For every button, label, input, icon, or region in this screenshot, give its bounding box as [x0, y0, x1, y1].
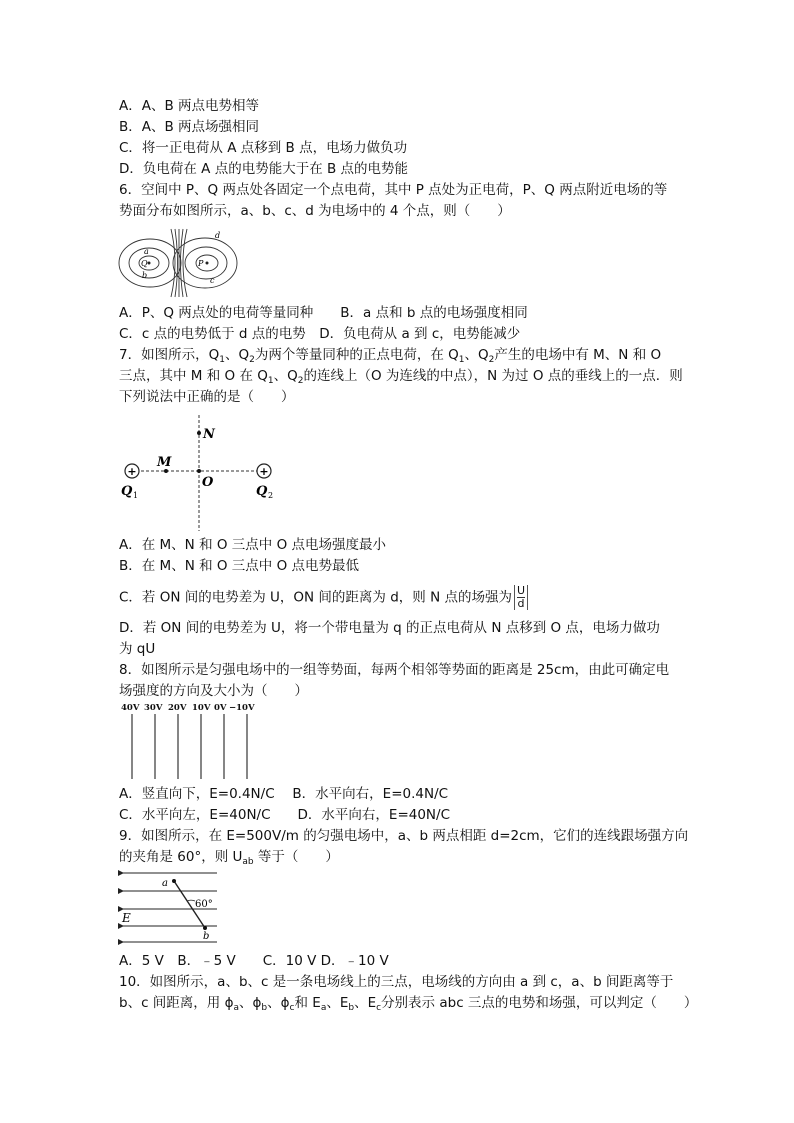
- q6-stem-line1: 6．空间中 P、Q 两点处各固定一个点电荷，其中 P 点处为正电荷，P、Q 两点附近电场的等: [119, 182, 668, 198]
- q7-stem-line1: 7．如图所示，$Q_1$、$Q_2$为两个等量同种的正点电荷，在 $Q_1$、$Q_2$产生的电场中有 M、N 和 O: [119, 347, 662, 365]
- q6-options-line2: C．c 点的电势低于 d 点的电势 D．负电荷从 a 到 c，电势能减少: [119, 326, 521, 342]
- q8-stem-line1: 8．如图所示是匀强电场中的一组等势面，每两个相邻等势面的距离是 25cm，由此可确定电: [119, 662, 670, 678]
- svg-text:+: +: [259, 465, 269, 478]
- q9-label-e: E: [122, 911, 131, 925]
- q7-stem-line3: 下列说法中正确的是（ ）: [119, 389, 295, 405]
- q10-stem-line1: 10．如图所示，a、b、c 是一条电场线上的三点，电场线的方向由 a 到 c，a、b 间距离等于: [119, 974, 674, 990]
- q8-stem-line2: 场强度的方向及大小为（ ）: [119, 683, 308, 699]
- q7-label-o: O: [202, 475, 214, 490]
- q7-label-q2: Q: [256, 484, 268, 499]
- q7-stem-line2: 三点，其中 M 和 O 在 $Q_1$、$Q_2$的连线上（O 为连线的中点），N 为过 O 点的垂线上的一点．则: [119, 368, 683, 386]
- q9-label-angle: 60°: [195, 899, 213, 910]
- q7-option-c: C．若 ON 间的电势差为 U，ON 间的距离为 d，则 N 点的场强为 $\frac{U}{d}$: [119, 585, 528, 610]
- q6-label-a: a: [144, 247, 149, 256]
- svg-text:0V: 0V: [214, 703, 227, 713]
- q7-option-d-line2: 为 qU: [119, 641, 156, 657]
- q9-label-b: b: [203, 931, 210, 942]
- svg-text:−10V: −10V: [229, 703, 255, 713]
- svg-text:40V: 40V: [121, 703, 140, 713]
- svg-text:+: +: [127, 465, 137, 478]
- svg-text:30V: 30V: [144, 703, 163, 713]
- q7-label-n: N: [203, 427, 215, 442]
- q8-options-line2: C．水平向左，E=40N/C D．水平向右，E=40N/C: [119, 807, 451, 823]
- q6-options-line1: A．P、Q 两点处的电荷等量同种 B．a 点和 b 点的电场强度相同: [119, 305, 528, 321]
- q9-stem-line1: 9．如图所示，在 E=500V/m 的匀强电场中，a、b 两点相距 d=2cm，它们的连线跟场强方向: [119, 828, 689, 844]
- q5-option-a: A．A、B 两点电势相等: [119, 98, 260, 114]
- q6-label-b: b: [142, 271, 148, 280]
- q7-label-q1: Q: [121, 484, 133, 499]
- q6-label-c: c: [210, 276, 215, 285]
- svg-text:1: 1: [133, 491, 139, 500]
- q7-label-m: M: [157, 455, 172, 470]
- q7-option-b: B．在 M、N 和 O 三点中 O 点电势最低: [119, 558, 360, 574]
- q6-label-p: P: [198, 259, 204, 268]
- q9-field-figure: [117, 866, 222, 946]
- svg-text:2: 2: [268, 491, 274, 500]
- q5-option-c: C．将一正电荷从 A 点移到 B 点，电场力做负功: [119, 140, 408, 156]
- q8-options-line1: A．竖直向下，E=0.4N/C B．水平向右，E=0.4N/C: [119, 786, 449, 802]
- q9-stem-line2: 的夹角是 60°，则 $U_{ab}$ 等于（ ）: [119, 849, 339, 867]
- q9-label-a: a: [162, 878, 168, 889]
- q7-option-a: A．在 M、N 和 O 三点中 O 点电场强度最小: [119, 537, 386, 553]
- q8-equipotential-lines-figure: [117, 701, 262, 781]
- q6-label-d: d: [215, 231, 221, 240]
- q7-option-d-line1: D．若 ON 间的电势差为 U，将一个带电量为 q 的正点电荷从 N 点移到 O 点，电场力做功: [119, 620, 660, 636]
- q9-options: A．5 V B．﹣5 V C．10 V D．﹣10 V: [119, 953, 389, 969]
- svg-text:10V: 10V: [192, 703, 211, 713]
- q7-charge-figure: [117, 411, 282, 533]
- q10-stem-line2: b、c 间距离，用 $\phi_a$、$\phi_b$、$\phi_c$和 $E_a$、$E_b$、$E_c$分别表示 abc 三点的电势和场强，可以判定（ ）: [119, 995, 698, 1013]
- svg-text:20V: 20V: [168, 703, 187, 713]
- q6-stem-line2: 势面分布如图所示，a、b、c、d 为电场中的 4 个点，则（ ）: [119, 203, 511, 219]
- q6-equipotential-figure: [117, 226, 242, 300]
- fraction-u-over-d: $\frac{U}{d}$: [514, 585, 528, 610]
- q5-option-b: B．A、B 两点场强相同: [119, 119, 260, 135]
- q6-label-q: Q: [141, 259, 148, 268]
- q5-option-d: D．负电荷在 A 点的电势能大于在 B 点的电势能: [119, 161, 409, 177]
